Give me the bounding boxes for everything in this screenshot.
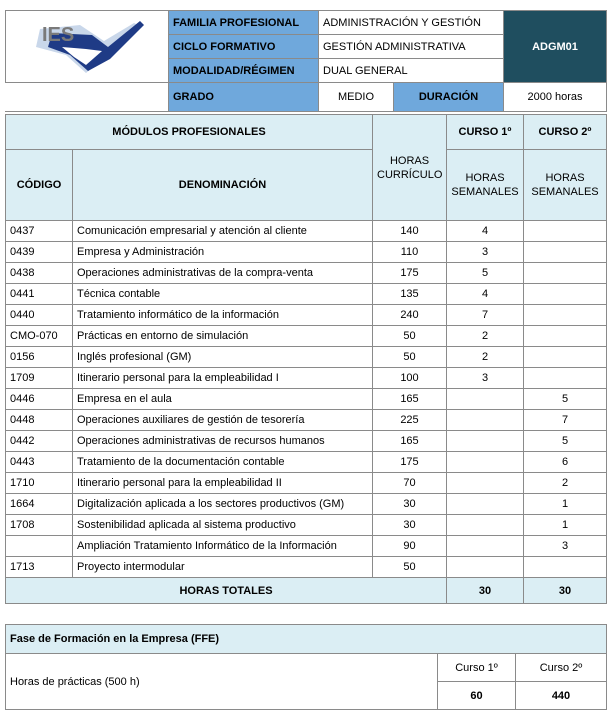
modules-table xyxy=(5,114,607,604)
col-codigo: CÓDIGO xyxy=(6,150,73,221)
ffe-curso1-label: Curso 1º xyxy=(438,654,516,682)
row-curso1 xyxy=(447,431,524,452)
row-hours: 70 xyxy=(373,473,447,494)
row-code: 0437 xyxy=(6,221,73,242)
table-row xyxy=(6,347,607,368)
row-curso2 xyxy=(524,305,607,326)
table-row xyxy=(6,284,607,305)
row-curso2 xyxy=(524,284,607,305)
ciclo-label: CICLO FORMATIVO xyxy=(169,35,319,59)
row-curso1 xyxy=(447,494,524,515)
row-hours: 30 xyxy=(373,515,447,536)
row-code: 0443 xyxy=(6,452,73,473)
row-curso1 xyxy=(447,389,524,410)
row-name: Sostenibilidad aplicada al sistema productivo xyxy=(73,515,373,536)
row-hours: 165 xyxy=(373,431,447,452)
row-curso1: 4 xyxy=(447,221,524,242)
row-hours: 100 xyxy=(373,368,447,389)
row-name: Empresa en el aula xyxy=(73,389,373,410)
row-name: Prácticas en entorno de simulación xyxy=(73,326,373,347)
row-hours: 225 xyxy=(373,410,447,431)
table-row xyxy=(6,263,607,284)
table-row xyxy=(6,305,607,326)
row-curso2: 7 xyxy=(524,410,607,431)
row-curso2: 1 xyxy=(524,494,607,515)
row-curso2 xyxy=(524,263,607,284)
row-name: Inglés profesional (GM) xyxy=(73,347,373,368)
row-code: 1710 xyxy=(6,473,73,494)
familia-value: ADMINISTRACIÓN Y GESTIÓN xyxy=(319,11,504,35)
row-name: Proyecto intermodular xyxy=(73,557,373,578)
row-code: 0438 xyxy=(6,263,73,284)
row-code: 1664 xyxy=(6,494,73,515)
row-name: Digitalización aplicada a los sectores productivos (GM) xyxy=(73,494,373,515)
col-curso1: CURSO 1º xyxy=(447,115,524,150)
table-row xyxy=(6,368,607,389)
row-code: 1708 xyxy=(6,515,73,536)
row-curso2: 1 xyxy=(524,515,607,536)
cycle-code: ADGM01 xyxy=(504,11,607,83)
ffe-table xyxy=(5,624,607,710)
row-curso2: 5 xyxy=(524,389,607,410)
table-row xyxy=(6,242,607,263)
school-logo xyxy=(6,11,169,83)
row-name: Empresa y Administración xyxy=(73,242,373,263)
row-hours: 30 xyxy=(373,494,447,515)
row-curso2 xyxy=(524,368,607,389)
row-hours: 50 xyxy=(373,557,447,578)
row-curso1: 3 xyxy=(447,368,524,389)
modalidad-value: DUAL GENERAL xyxy=(319,59,504,83)
row-hours: 175 xyxy=(373,452,447,473)
table-row xyxy=(6,326,607,347)
row-curso1: 2 xyxy=(447,347,524,368)
row-hours: 110 xyxy=(373,242,447,263)
row-name: Itinerario personal para la empleabilidad II xyxy=(73,473,373,494)
row-curso1 xyxy=(447,473,524,494)
table-row xyxy=(6,515,607,536)
header-table xyxy=(5,10,607,112)
total-c2: 30 xyxy=(524,578,607,604)
table-row xyxy=(6,410,607,431)
modules-body xyxy=(6,221,607,578)
row-hours: 135 xyxy=(373,284,447,305)
ffe-title: Fase de Formación en la Empresa (FFE) xyxy=(6,625,607,654)
table-row xyxy=(6,473,607,494)
modalidad-label: MODALIDAD/RÉGIMEN xyxy=(169,59,319,83)
table-row xyxy=(6,431,607,452)
row-hours: 50 xyxy=(373,326,447,347)
row-name: Técnica contable xyxy=(73,284,373,305)
ffe-row-label: Horas de prácticas (500 h) xyxy=(6,654,438,710)
row-curso1: 3 xyxy=(447,242,524,263)
row-name: Tratamiento de la documentación contable xyxy=(73,452,373,473)
col-horas-curriculo: HORAS CURRÍCULO xyxy=(373,115,447,221)
row-name: Tratamiento informático de la información xyxy=(73,305,373,326)
row-name: Ampliación Tratamiento Informático de la Información xyxy=(73,536,373,557)
grado-value: MEDIO xyxy=(319,83,394,112)
table-row xyxy=(6,494,607,515)
total-c1: 30 xyxy=(447,578,524,604)
row-code: 0442 xyxy=(6,431,73,452)
col-denominacion: DENOMINACIÓN xyxy=(73,150,373,221)
row-code: 0439 xyxy=(6,242,73,263)
col-semanales-2: HORAS SEMANALES xyxy=(524,150,607,221)
row-name: Operaciones administrativas de recursos humanos xyxy=(73,431,373,452)
total-label-cell xyxy=(6,578,447,604)
col-curso2: CURSO 2º xyxy=(524,115,607,150)
row-hours: 50 xyxy=(373,347,447,368)
row-name: Comunicación empresarial y atención al cliente xyxy=(73,221,373,242)
row-curso2: 3 xyxy=(524,536,607,557)
col-semanales-1: HORAS SEMANALES xyxy=(447,150,524,221)
row-curso2 xyxy=(524,242,607,263)
row-code: CMO-070 xyxy=(6,326,73,347)
row-curso1 xyxy=(447,515,524,536)
row-name: Itinerario personal para la empleabilidad I xyxy=(73,368,373,389)
row-name: Operaciones administrativas de la compra-venta xyxy=(73,263,373,284)
row-curso1: 2 xyxy=(447,326,524,347)
row-curso2 xyxy=(524,347,607,368)
row-curso1 xyxy=(447,536,524,557)
row-curso2: 6 xyxy=(524,452,607,473)
row-curso2: 5 xyxy=(524,431,607,452)
duracion-value: 2000 horas xyxy=(504,83,607,112)
row-hours: 90 xyxy=(373,536,447,557)
row-name: Operaciones auxiliares de gestión de tesorería xyxy=(73,410,373,431)
row-hours: 240 xyxy=(373,305,447,326)
familia-label: FAMILIA PROFESIONAL xyxy=(169,11,319,35)
row-code: 0441 xyxy=(6,284,73,305)
row-code: 0156 xyxy=(6,347,73,368)
row-code: 1713 xyxy=(6,557,73,578)
row-hours: 175 xyxy=(373,263,447,284)
row-hours: 140 xyxy=(373,221,447,242)
row-curso2: 2 xyxy=(524,473,607,494)
row-code xyxy=(6,536,73,557)
row-hours: 165 xyxy=(373,389,447,410)
row-curso1 xyxy=(447,410,524,431)
ffe-curso2-label: Curso 2º xyxy=(516,654,607,682)
ciclo-value: GESTIÓN ADMINISTRATIVA xyxy=(319,35,504,59)
header-spacer xyxy=(6,83,169,112)
row-curso1 xyxy=(447,452,524,473)
row-curso1: 4 xyxy=(447,284,524,305)
row-curso1: 7 xyxy=(447,305,524,326)
duracion-label: DURACIÓN xyxy=(394,83,504,112)
ffe-curso2-value: 440 xyxy=(516,682,607,710)
row-curso2 xyxy=(524,221,607,242)
row-code: 1709 xyxy=(6,368,73,389)
table-row xyxy=(6,536,607,557)
row-code: 0446 xyxy=(6,389,73,410)
row-curso1 xyxy=(447,557,524,578)
svg-text:IES: IES xyxy=(42,24,75,46)
row-code: 0440 xyxy=(6,305,73,326)
row-curso2 xyxy=(524,557,607,578)
table-row xyxy=(6,557,607,578)
row-code: 0448 xyxy=(6,410,73,431)
row-curso2 xyxy=(524,326,607,347)
table-row xyxy=(6,221,607,242)
table-row xyxy=(6,389,607,410)
ies-logo-icon xyxy=(22,11,152,79)
row-curso1: 5 xyxy=(447,263,524,284)
table-row xyxy=(6,452,607,473)
modules-title: MÓDULOS PROFESIONALES xyxy=(6,115,373,150)
total-label: HORAS TOTALES xyxy=(179,584,273,597)
ffe-curso1-value: 60 xyxy=(438,682,516,710)
grado-label: GRADO xyxy=(169,83,319,112)
